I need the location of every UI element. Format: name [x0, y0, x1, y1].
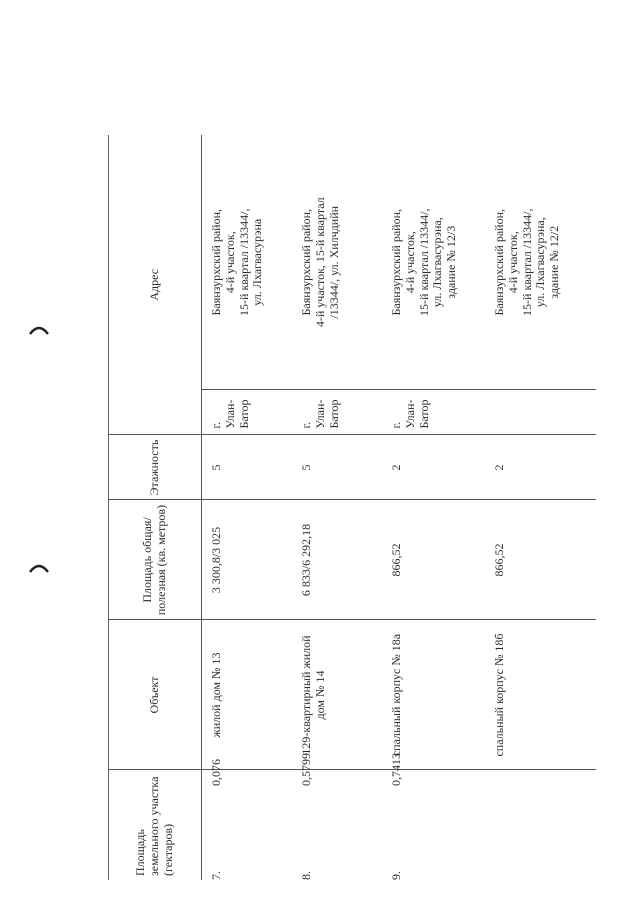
address-line: ул. Лхагвасурэна,	[430, 217, 445, 308]
land-area-cell	[292, 753, 382, 880]
address-line: 15-й квартал /13344/,	[416, 208, 431, 316]
floors-cell: 2	[382, 435, 485, 500]
table-row	[485, 135, 596, 880]
address-line: Баянзурхский район,	[389, 209, 403, 316]
address-line: Баянзурхский район,	[492, 209, 506, 316]
row-number: 9.	[389, 871, 403, 880]
city-cell: г. Улан-Батор	[292, 390, 382, 435]
address-line: ул. Лхагвасурэна	[250, 218, 265, 306]
object-cell: жилой дом № 13	[202, 620, 293, 770]
property-table	[108, 135, 596, 880]
floors-cell: 2	[485, 435, 596, 500]
city-cell	[485, 390, 596, 435]
floors-cell: 5	[292, 435, 382, 500]
address-line: Баянзурхский район,	[299, 209, 313, 316]
table-row	[202, 135, 293, 880]
object-cell: спальный корпус № 18а	[382, 620, 485, 770]
row-number: 7.	[209, 871, 223, 880]
address-line: 15-й квартал /13344/,	[236, 208, 251, 316]
address-line: 15-й квартал /13344/,	[519, 208, 534, 316]
address-line: 4-й участок,	[402, 231, 417, 294]
address-cell	[202, 135, 293, 390]
land-area-cell	[202, 759, 293, 880]
header-floor-area: Площадь общая/полезная (кв. метров)	[109, 500, 202, 620]
city-cell: г. Улан-Батор	[202, 390, 293, 435]
city-cell: г. Улан-Батор	[382, 390, 485, 435]
address-line: 4-й участок, 15-й квартал	[312, 197, 327, 328]
floor-area-cell: 6 833/6 292,18	[292, 500, 382, 620]
floor-area-cell: 866,52	[485, 500, 596, 620]
floor-area-cell: 3 300,8/3 025	[202, 500, 293, 620]
land-area-value: 0,076	[209, 759, 223, 786]
rotated-table-wrapper	[108, 135, 608, 880]
punch-hole-mark	[28, 560, 50, 574]
address-cell	[292, 135, 382, 390]
object-cell: 129-квартирный жилой дом № 14	[292, 620, 382, 770]
floor-area-cell: 866,52	[382, 500, 485, 620]
object-cell: спальный корпус № 18б	[485, 620, 596, 770]
table-row	[382, 135, 485, 880]
address-cell	[382, 135, 485, 390]
floors-cell: 5	[202, 435, 293, 500]
land-area-cell	[382, 753, 485, 880]
table-row	[292, 135, 382, 880]
address-line: 4-й участок,	[222, 231, 237, 294]
address-cell	[485, 135, 596, 390]
address-line: Баянзурхский район,	[209, 209, 223, 316]
row-number: 8.	[299, 871, 313, 880]
header-land-area: Площадь земельного участка (гектаров)	[109, 770, 202, 880]
address-line: ул. Лхагвасурэна,	[533, 217, 548, 308]
address-line: 4-й участок,	[505, 231, 520, 294]
header-floors: Этажность	[109, 435, 202, 500]
table-header-row	[109, 135, 202, 880]
address-line: здание № 12/3	[444, 225, 459, 299]
header-address: Адрес	[109, 135, 202, 435]
land-area-value: 0,7413	[389, 753, 403, 786]
header-object: Объект	[109, 620, 202, 770]
punch-hole-mark	[28, 322, 50, 336]
land-area-cell	[485, 770, 596, 880]
land-area-value: 0,5799	[299, 753, 313, 786]
address-line: /13344/, ул. Хилчдийн	[326, 205, 341, 319]
address-line: здание № 12/2	[547, 225, 562, 299]
